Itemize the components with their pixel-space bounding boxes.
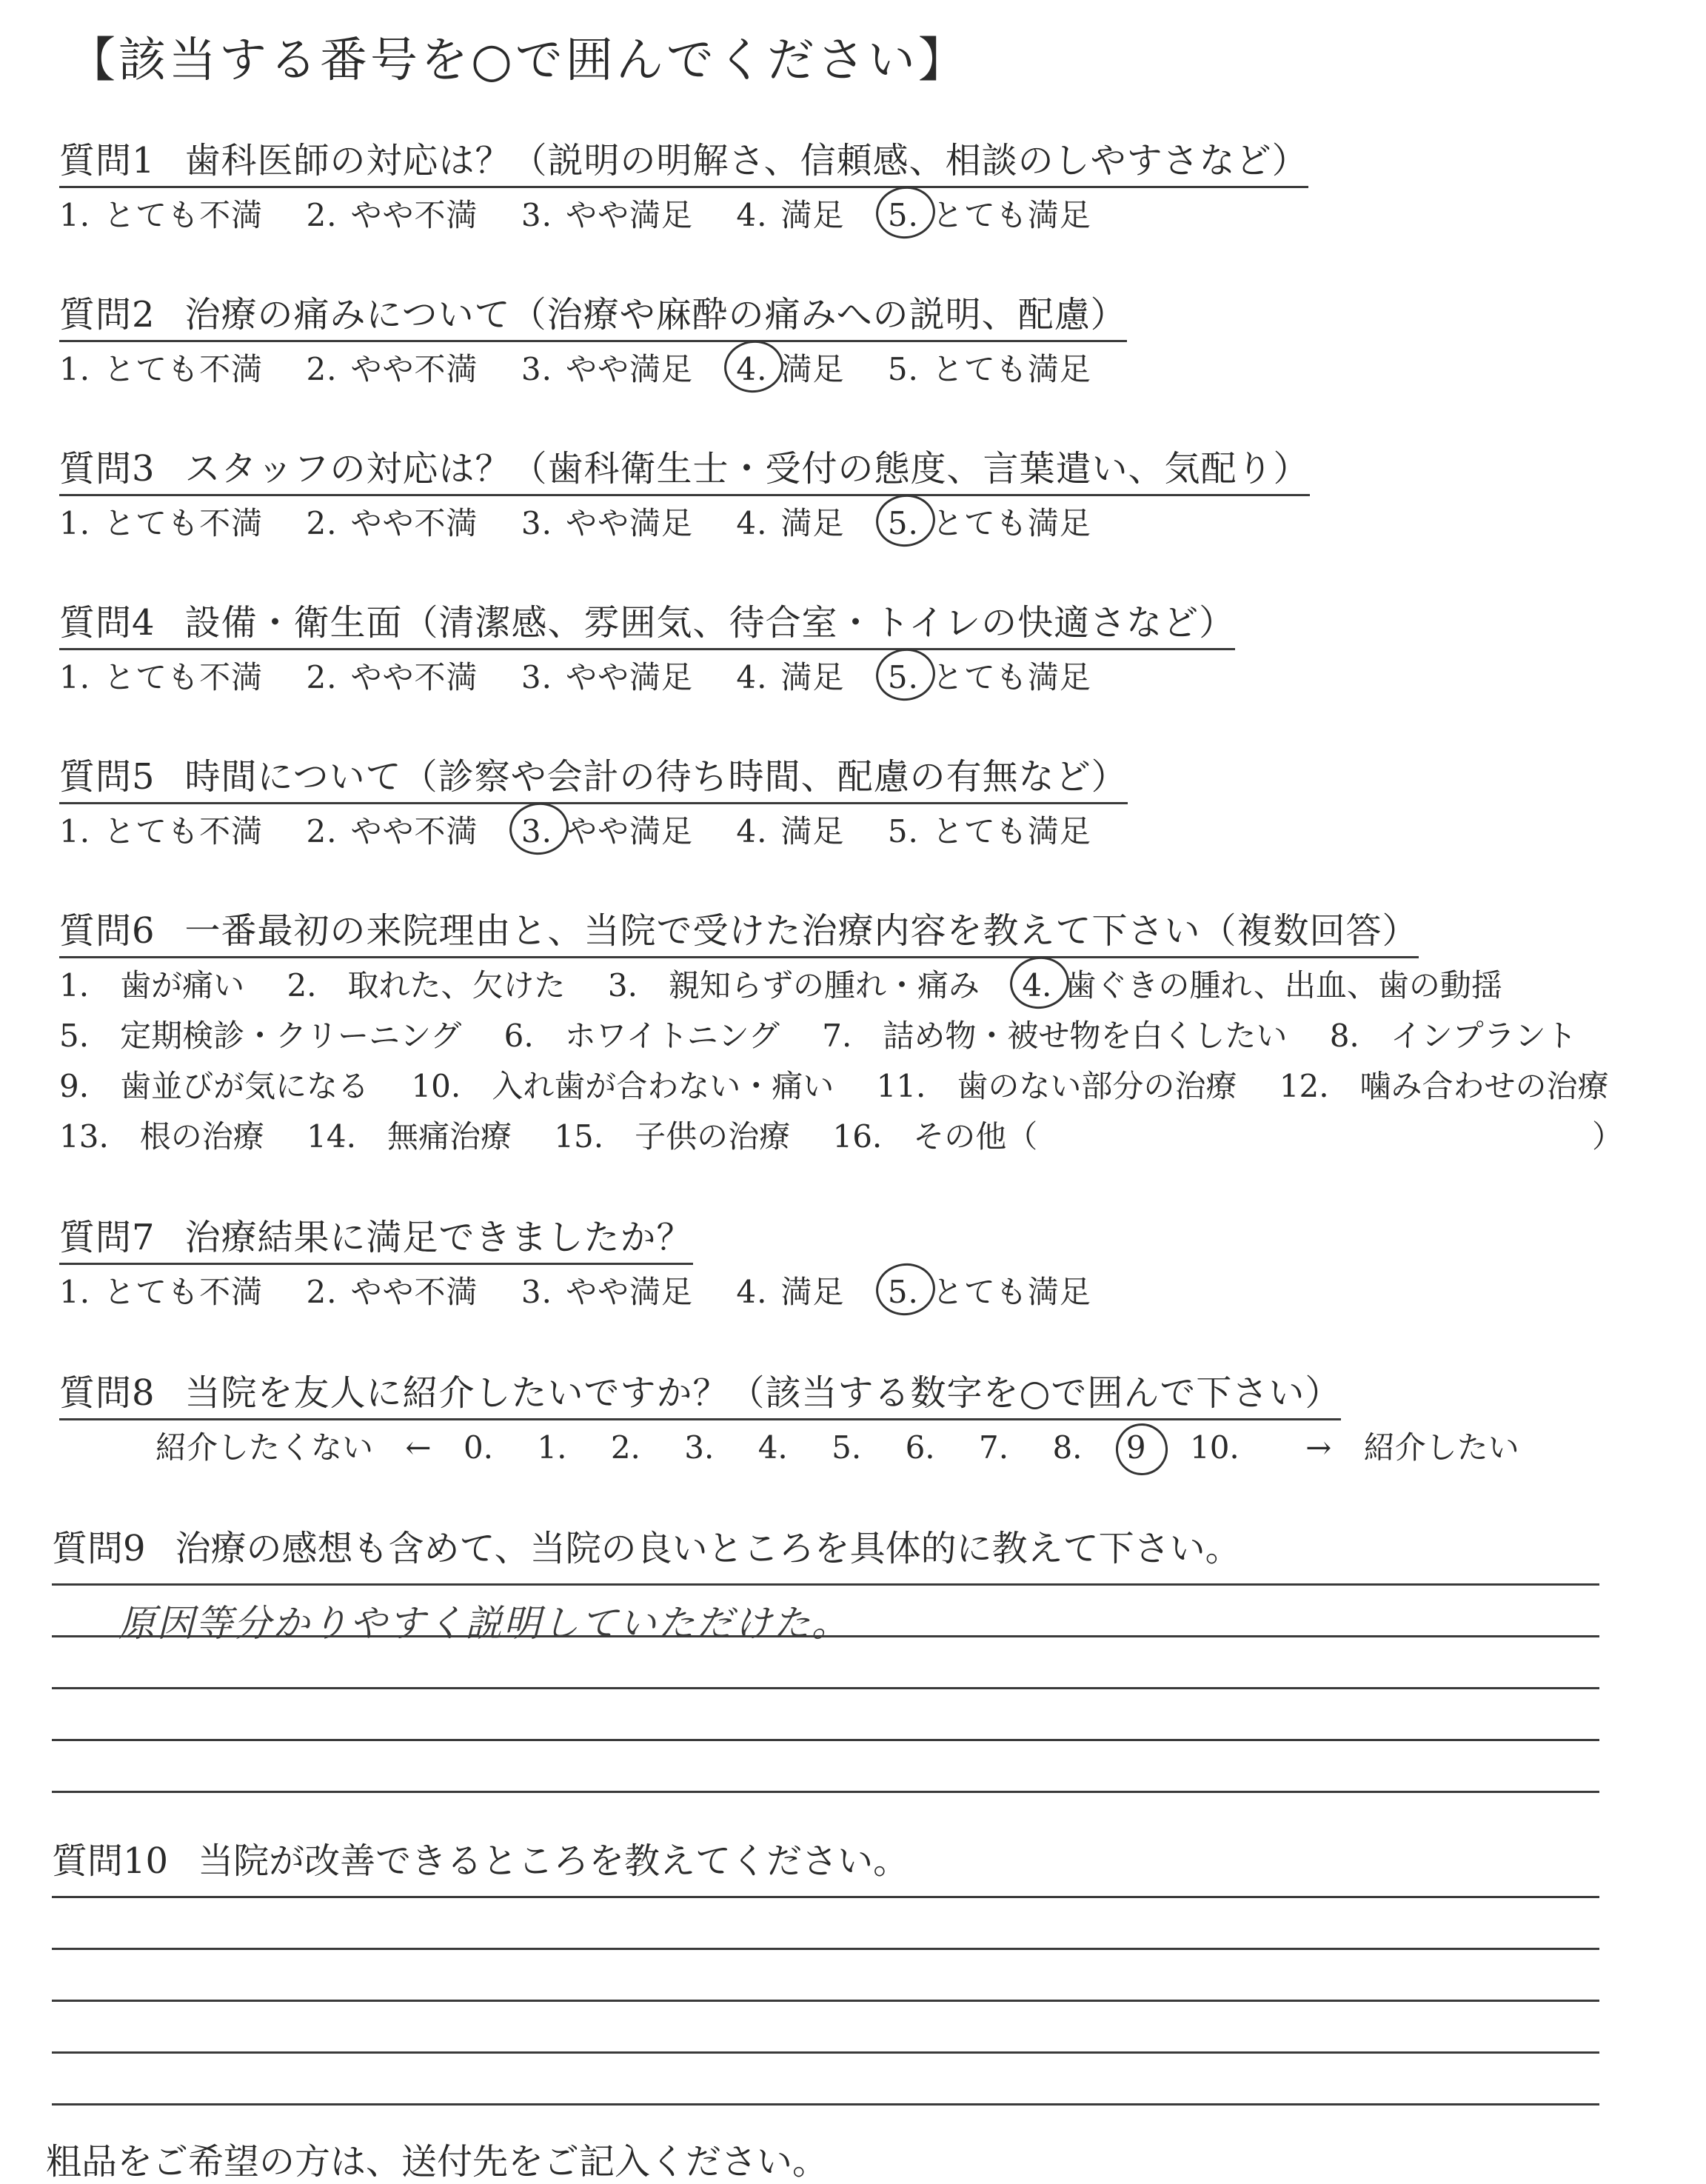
option-15[interactable]: 15. 子供の治療 <box>554 1118 791 1155</box>
option-8[interactable]: 8. インプラント <box>1329 1018 1577 1054</box>
option-16[interactable]: 16. その他（ <box>832 1118 1038 1155</box>
question-10 <box>52 1832 909 1883</box>
option-1[interactable]: 1. とても不満 <box>59 813 264 849</box>
option-16-close: ） <box>1592 1118 1624 1155</box>
answer-line <box>52 2103 1599 2105</box>
answer-line <box>52 1896 1599 1898</box>
question-4-options <box>59 653 1124 698</box>
option-1[interactable]: 1. とても不満 <box>59 351 264 387</box>
option-9[interactable]: 9. 歯並びが気になる <box>59 1068 369 1104</box>
question-1 <box>59 132 1308 188</box>
question-text: スタッフの対応は？（歯科衛生士・受付の態度、言葉遣い、気配り） <box>184 448 1310 490</box>
question-3 <box>59 440 1310 496</box>
option-13[interactable]: 13. 根の治療 <box>59 1118 264 1155</box>
answer-line <box>52 1739 1599 1741</box>
question-number: 質問8 <box>59 1372 155 1414</box>
scale-right-label: 紹介したい <box>1363 1429 1519 1466</box>
question-6 <box>59 902 1419 958</box>
page-title: 【該当する番号を○で囲んでください】 <box>68 33 969 88</box>
question-1-options <box>59 191 1124 236</box>
question-3-options <box>59 499 1124 544</box>
question-number: 質問3 <box>59 448 155 490</box>
option-5-selected[interactable]: 5. とても満足 <box>887 197 1091 233</box>
question-text: 治療結果に満足できましたか？ <box>184 1217 693 1258</box>
question-7-options <box>59 1268 1124 1312</box>
option-5[interactable]: 5. とても満足 <box>887 813 1091 849</box>
scale-option-1[interactable]: 1. <box>537 1429 567 1466</box>
question-9 <box>52 1520 1241 1571</box>
scale-option-9-selected[interactable]: 9 <box>1125 1429 1146 1466</box>
option-5[interactable]: 5. 定期検診・クリーニング <box>59 1018 462 1054</box>
handwritten-answer[interactable]: 原因等分かりやすく説明していただけた。 <box>118 1602 850 1645</box>
question-6-options-row-3 <box>59 1062 1642 1106</box>
question-6-options-row-1 <box>59 961 1535 1006</box>
answer-line <box>52 1583 1599 1586</box>
scale-option-6[interactable]: 6. <box>905 1429 935 1466</box>
footer-note: 粗品をご希望の方は、送付先をご記入ください。 <box>46 2141 829 2183</box>
option-1[interactable]: 1. 歯が痛い <box>59 967 245 1003</box>
scale-option-4[interactable]: 4. <box>757 1429 788 1466</box>
question-7 <box>59 1209 693 1265</box>
option-11[interactable]: 11. 歯のない部分の治療 <box>876 1068 1237 1104</box>
question-4 <box>59 594 1235 650</box>
question-5-options <box>59 807 1124 852</box>
question-text: 一番最初の来院理由と、当院で受けた治療内容を教えて下さい（複数回答） <box>184 910 1419 952</box>
question-text: 当院が改善できるところを教えてください。 <box>198 1840 909 1882</box>
option-4[interactable]: 4. 満足 <box>736 813 845 849</box>
right-arrow-icon: → <box>1305 1429 1332 1466</box>
option-3[interactable]: 3. やや満足 <box>521 659 693 695</box>
option-5-selected[interactable]: 5. とても満足 <box>887 1274 1091 1310</box>
question-text: 治療の痛みについて（治療や麻酔の痛みへの説明、配慮） <box>184 294 1127 335</box>
option-4[interactable]: 4. 満足 <box>736 659 845 695</box>
question-6-options-row-2 <box>59 1012 1610 1056</box>
left-arrow-icon: ← <box>405 1429 432 1466</box>
scale-option-8[interactable]: 8. <box>1052 1429 1083 1466</box>
answer-line <box>52 1948 1599 1950</box>
option-1[interactable]: 1. とても不満 <box>59 197 264 233</box>
question-2 <box>59 286 1127 342</box>
question-number: 質問2 <box>59 294 155 335</box>
question-number: 質問4 <box>59 602 155 644</box>
answer-line <box>52 1635 1599 1637</box>
option-2[interactable]: 2. やや不満 <box>306 1274 478 1310</box>
question-number: 質問7 <box>59 1217 155 1258</box>
option-5-selected[interactable]: 5. とても満足 <box>887 505 1091 541</box>
question-text: 時間について（診察や会計の待ち時間、配慮の有無など） <box>184 756 1128 798</box>
question-number: 質問5 <box>59 756 155 798</box>
answer-line <box>52 2051 1599 2054</box>
option-2[interactable]: 2. やや不満 <box>306 659 478 695</box>
option-5[interactable]: 5. とても満足 <box>887 351 1091 387</box>
option-10[interactable]: 10. 入れ歯が合わない・痛い <box>411 1068 834 1104</box>
option-4-selected[interactable]: 4. 満足 <box>736 351 845 387</box>
question-text: 設備・衛生面（清潔感、雰囲気、待合室・トイレの快適さなど） <box>184 602 1236 644</box>
option-3[interactable]: 3. 親知らずの腫れ・痛み <box>607 967 980 1003</box>
option-4[interactable]: 4. 満足 <box>736 505 845 541</box>
option-3-selected[interactable]: 3. やや満足 <box>521 813 693 849</box>
scale-option-10[interactable]: 10. <box>1189 1429 1240 1466</box>
answer-line <box>52 1791 1599 1793</box>
question-text: 歯科医師の対応は？（説明の明解さ、信頼感、相談のしやすさなど） <box>184 140 1308 181</box>
option-4[interactable]: 4. 満足 <box>736 197 845 233</box>
scale-option-5[interactable]: 5. <box>832 1429 862 1466</box>
question-5 <box>59 748 1128 804</box>
scale-option-7[interactable]: 7. <box>979 1429 1009 1466</box>
question-8 <box>59 1364 1341 1420</box>
option-5-selected[interactable]: 5. とても満足 <box>887 659 1091 695</box>
question-text: 当院を友人に紹介したいですか？（該当する数字を○で囲んで下さい） <box>184 1372 1342 1414</box>
option-2[interactable]: 2. やや不満 <box>306 813 478 849</box>
question-number: 質問1 <box>59 140 155 181</box>
option-12[interactable]: 12. 噛み合わせの治療 <box>1279 1068 1609 1104</box>
question-number: 質問9 <box>52 1528 146 1569</box>
option-1[interactable]: 1. とても不満 <box>59 659 264 695</box>
question-8-scale <box>155 1423 1519 1468</box>
option-3[interactable]: 3. やや満足 <box>521 351 693 387</box>
option-1[interactable]: 1. とても不満 <box>59 1274 264 1310</box>
option-3[interactable]: 3. やや満足 <box>521 1274 693 1310</box>
scale-option-0[interactable]: 0. <box>463 1429 494 1466</box>
question-number: 質問10 <box>52 1840 169 1882</box>
option-7[interactable]: 7. 詰め物・被せ物を白くしたい <box>822 1018 1288 1054</box>
answer-line <box>52 1687 1599 1689</box>
scale-left-label: 紹介したくない <box>155 1429 374 1466</box>
option-2[interactable]: 2. やや不満 <box>306 351 478 387</box>
option-4-selected[interactable]: 4. 歯ぐきの腫れ、出血、歯の動揺 <box>1022 967 1502 1003</box>
option-4[interactable]: 4. 満足 <box>736 1274 845 1310</box>
option-3[interactable]: 3. やや満足 <box>521 197 693 233</box>
question-text: 治療の感想も含めて、当院の良いところを具体的に教えて下さい。 <box>175 1528 1241 1569</box>
question-number: 質問6 <box>59 910 155 952</box>
option-2[interactable]: 2. やや不満 <box>306 197 478 233</box>
scale-option-2[interactable]: 2. <box>610 1429 640 1466</box>
option-3[interactable]: 3. やや満足 <box>521 505 693 541</box>
option-6[interactable]: 6. ホワイトニング <box>504 1018 780 1054</box>
question-2-options <box>59 345 1124 390</box>
answer-line <box>52 2000 1599 2002</box>
option-1[interactable]: 1. とても不満 <box>59 505 264 541</box>
scale-option-3[interactable]: 3. <box>684 1429 715 1466</box>
option-2[interactable]: 2. やや不満 <box>306 505 478 541</box>
question-6-options-row-4 <box>59 1112 1070 1157</box>
option-2[interactable]: 2. 取れた、欠けた <box>287 967 566 1003</box>
option-14[interactable]: 14. 無痛治療 <box>307 1118 512 1155</box>
